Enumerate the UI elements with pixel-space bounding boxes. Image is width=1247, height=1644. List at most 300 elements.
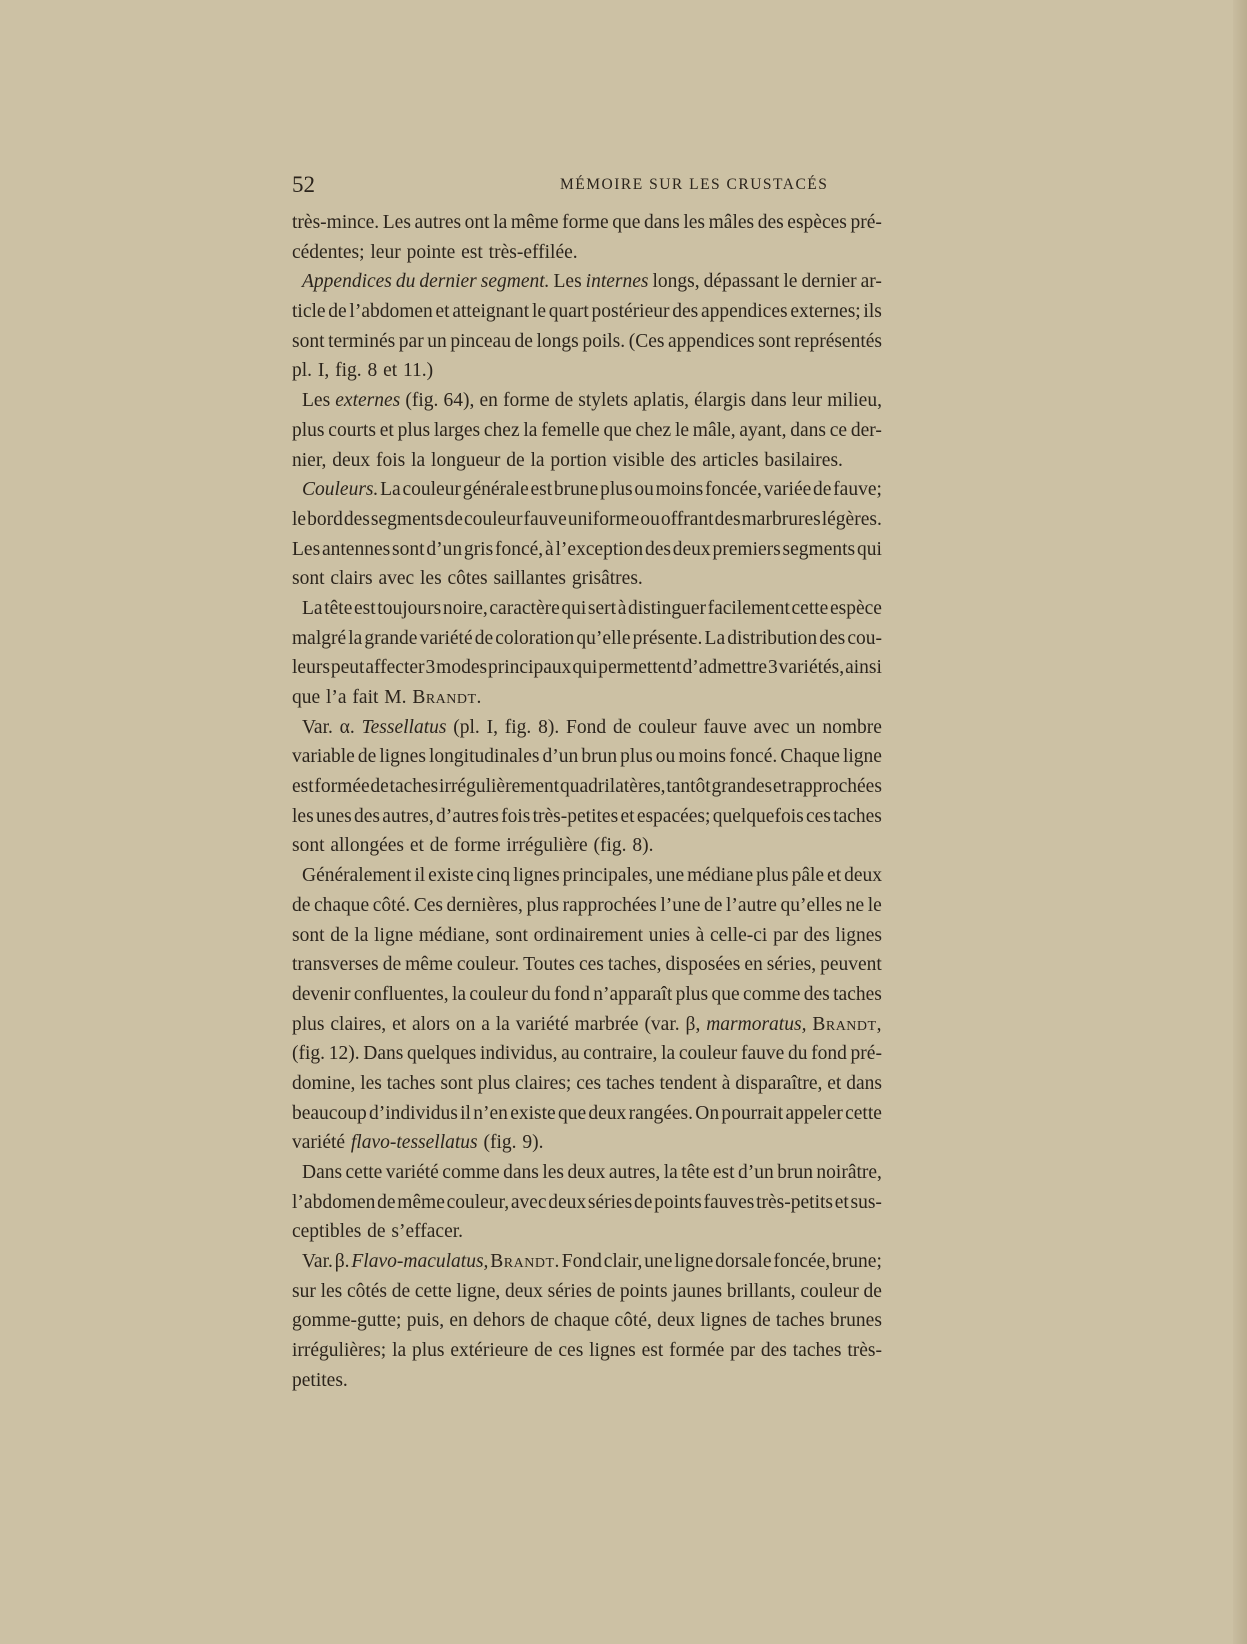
text-line xyxy=(292,861,882,891)
text-line xyxy=(292,1277,882,1307)
text-word: l’autre xyxy=(725,894,777,916)
text-line xyxy=(292,1217,882,1247)
text-line xyxy=(292,1247,882,1277)
text-word: Ces xyxy=(413,894,443,916)
text-word: fond xyxy=(811,1043,847,1065)
text-word: 3 xyxy=(425,657,436,679)
text-word: séries, xyxy=(766,954,817,976)
text-word: leurs xyxy=(292,657,330,679)
text-word: Var. xyxy=(302,716,333,738)
text-word: couleur xyxy=(402,479,461,501)
text-word: marmoratus, xyxy=(706,1013,807,1035)
text-word: dans xyxy=(644,212,680,233)
text-word: la xyxy=(354,924,369,946)
text-word: brun xyxy=(581,746,618,768)
text-word: ou xyxy=(640,508,660,530)
text-word: et xyxy=(827,1072,842,1094)
text-word: Fond xyxy=(566,716,607,738)
text-word: rapprochées xyxy=(562,894,657,916)
text-word: un xyxy=(427,330,447,352)
text-line xyxy=(292,1099,882,1129)
text-word: 3 xyxy=(767,657,778,679)
text-word: ligne xyxy=(374,924,414,946)
text-word: extérieure xyxy=(450,1340,529,1362)
text-word: allongées xyxy=(330,835,404,857)
text-word: toujours xyxy=(377,597,442,619)
text-word: d’admettre xyxy=(682,657,767,679)
text-word: ces xyxy=(578,954,604,976)
text-word: de xyxy=(612,716,632,738)
text-word: du xyxy=(531,983,551,1005)
text-word: (var. xyxy=(644,1013,680,1035)
text-word: de xyxy=(863,1280,882,1302)
text-word: individus, xyxy=(480,1043,558,1065)
text-line xyxy=(292,1128,882,1158)
text-word: sont xyxy=(292,835,325,857)
text-word: la xyxy=(530,449,545,471)
text-word: couleur xyxy=(638,716,697,738)
text-word: très-petites xyxy=(532,805,619,827)
text-word: segment. xyxy=(480,271,550,293)
text-word: de xyxy=(328,301,347,323)
text-word: Généralement xyxy=(302,865,412,887)
text-word: plus xyxy=(397,419,431,441)
text-word: appendices xyxy=(668,330,755,352)
text-word: chaque xyxy=(313,894,370,916)
text-word: ordinairement xyxy=(533,924,644,946)
text-word: noire, xyxy=(442,597,488,619)
text-word: Couleurs. xyxy=(302,479,379,501)
text-word: dehors xyxy=(473,1310,526,1332)
text-word: lignes xyxy=(513,865,560,887)
text-line xyxy=(292,1188,882,1218)
text-word: Brandt. xyxy=(490,1251,560,1273)
text-word: taches xyxy=(605,1072,655,1094)
text-word: 9). xyxy=(522,1132,544,1154)
text-word: Les xyxy=(302,390,331,412)
text-word: (fig. xyxy=(292,1043,326,1065)
text-word: couleur xyxy=(800,1280,859,1302)
text-word: dépassant xyxy=(703,271,780,293)
text-word: qui xyxy=(572,657,598,679)
text-word: bord xyxy=(307,508,343,530)
text-word: de xyxy=(506,449,525,471)
text-word: de xyxy=(752,1310,771,1332)
text-word: claires, xyxy=(330,1013,387,1035)
text-word: tête xyxy=(681,1162,710,1183)
text-word: On xyxy=(695,1102,720,1124)
text-word: de xyxy=(704,894,723,916)
text-word: on xyxy=(455,1013,476,1035)
text-word: est xyxy=(712,1162,735,1183)
text-word: portion xyxy=(550,449,607,471)
text-word: ne xyxy=(845,894,865,916)
text-word: fauve xyxy=(523,508,567,530)
text-word: modes xyxy=(436,657,488,679)
text-word: unies xyxy=(648,924,690,946)
text-word: l’abdomen xyxy=(292,1191,376,1213)
text-word: visible xyxy=(612,449,665,471)
text-word: ce xyxy=(829,419,848,441)
text-word: d’autres xyxy=(435,805,499,827)
text-word: par xyxy=(398,330,424,352)
text-word: en xyxy=(449,1310,468,1332)
text-word: foncé, xyxy=(494,538,544,560)
text-word: lignes xyxy=(700,1310,747,1332)
text-word: fois xyxy=(501,805,531,827)
text-word: atteignant xyxy=(452,301,530,323)
text-word: gris xyxy=(463,538,494,560)
text-word: des xyxy=(672,301,699,323)
text-word: taches xyxy=(833,983,882,1005)
text-line xyxy=(292,1069,882,1099)
text-word: taches xyxy=(775,1310,825,1332)
text-word: internes xyxy=(585,271,649,293)
text-word: La xyxy=(302,597,323,619)
text-word: facilement xyxy=(707,597,790,619)
text-word: les xyxy=(542,1162,565,1183)
text-word: marbrures xyxy=(741,508,821,530)
text-line xyxy=(292,386,882,416)
text-word: même xyxy=(405,954,453,976)
text-word: de xyxy=(633,1191,653,1213)
text-word: d’un xyxy=(738,1162,774,1183)
text-word: ligne, xyxy=(456,1280,501,1302)
text-word: est xyxy=(530,479,553,501)
text-line xyxy=(292,297,882,327)
text-line xyxy=(292,1039,882,1069)
text-word: de xyxy=(370,776,389,798)
text-line xyxy=(292,356,882,386)
text-word: I, xyxy=(486,716,498,738)
text-word: peuvent xyxy=(820,954,882,976)
text-word: I, xyxy=(317,360,330,382)
text-word: de xyxy=(596,1280,616,1302)
text-word: mâles xyxy=(708,212,755,233)
text-word: une xyxy=(656,865,685,887)
text-word: beaucoup xyxy=(292,1102,367,1124)
text-word: plus xyxy=(526,894,559,916)
text-word: ou xyxy=(655,746,676,768)
text-word: de xyxy=(534,1340,553,1362)
text-word: clairs xyxy=(330,568,373,590)
text-word: le xyxy=(783,271,798,293)
text-word: unes xyxy=(315,805,352,827)
text-line xyxy=(292,742,882,772)
text-word: appendices xyxy=(700,301,788,323)
text-word: couleur, xyxy=(446,1191,510,1213)
text-word: des xyxy=(644,538,671,560)
text-word: est xyxy=(641,1340,664,1362)
text-word: permettent xyxy=(598,657,682,679)
text-word: d’un xyxy=(542,746,579,768)
text-word: uniforme xyxy=(567,508,640,530)
text-word: pourrait xyxy=(721,1102,784,1124)
text-word: des xyxy=(819,627,846,649)
text-word: très-mince. xyxy=(292,212,380,233)
text-word: autres, xyxy=(608,1162,661,1183)
text-word: les xyxy=(683,212,706,233)
text-word: que xyxy=(603,419,632,441)
text-word: des xyxy=(757,212,784,233)
text-word: côté. xyxy=(372,894,411,916)
text-word: forme xyxy=(454,835,501,857)
text-word: des xyxy=(670,449,697,471)
text-word: à xyxy=(695,924,705,946)
text-word: a xyxy=(481,1013,490,1035)
text-line xyxy=(292,208,882,238)
text-word: distinguer xyxy=(627,597,706,619)
text-word: que xyxy=(292,687,321,708)
text-word: tantôt xyxy=(666,776,711,798)
text-word: plus xyxy=(292,1013,325,1035)
text-word: ont xyxy=(464,212,490,233)
text-word: il xyxy=(460,1102,471,1124)
text-word: femelle xyxy=(541,419,600,441)
text-word: (fig. xyxy=(483,1132,517,1154)
text-word: ar- xyxy=(860,271,882,293)
text-word: segments xyxy=(782,538,856,560)
text-word: un xyxy=(796,716,816,738)
text-word: basilaires. xyxy=(764,449,843,471)
text-word: aplatis, xyxy=(633,390,690,412)
text-word: courts xyxy=(328,419,376,441)
text-word: fig. xyxy=(335,360,362,382)
text-word: gomme-gutte; xyxy=(292,1310,402,1332)
text-word: grandes xyxy=(711,776,773,798)
text-word: de xyxy=(330,924,349,946)
text-word: distribution xyxy=(727,627,818,649)
text-line xyxy=(292,535,882,565)
text-word: séries xyxy=(587,1191,633,1213)
text-line xyxy=(292,564,882,594)
text-word: variable xyxy=(292,746,355,768)
text-word: plus xyxy=(675,983,709,1005)
text-word: tête xyxy=(324,597,353,619)
text-line xyxy=(292,238,882,268)
text-word: couleur. xyxy=(456,954,520,976)
text-word: marbrée xyxy=(574,1013,639,1035)
text-word: pré- xyxy=(850,212,882,233)
page-header xyxy=(292,172,880,202)
text-word: élargis xyxy=(694,390,746,412)
text-word: le xyxy=(292,508,307,530)
text-line xyxy=(292,267,882,297)
text-word: flavo-tessellatus xyxy=(350,1132,478,1154)
text-word: Var. xyxy=(302,1251,333,1273)
text-word: petites. xyxy=(292,1369,348,1391)
text-word: Toutes xyxy=(523,954,575,976)
text-word: saillantes xyxy=(493,568,567,590)
text-word: appeler xyxy=(785,1102,843,1124)
text-word: 8). xyxy=(538,716,560,738)
text-word: M. xyxy=(384,687,407,708)
text-word: pointe xyxy=(406,241,456,263)
text-word: grande xyxy=(364,627,418,649)
text-word: peut xyxy=(330,657,365,679)
text-word: contraire, xyxy=(583,1043,658,1065)
text-word: fond xyxy=(554,983,590,1005)
text-word: poils. xyxy=(582,330,626,352)
text-word: fois xyxy=(376,449,406,471)
text-word: ou xyxy=(634,479,654,501)
text-word: tendent xyxy=(659,1072,717,1094)
text-word: s’effacer. xyxy=(391,1221,464,1243)
text-word: brun xyxy=(777,1162,813,1183)
text-word: externes xyxy=(335,390,401,412)
text-line xyxy=(292,624,882,654)
text-word: plus xyxy=(292,419,325,441)
text-word: qui xyxy=(561,597,587,619)
text-word: et xyxy=(392,1013,407,1035)
text-word: 64), xyxy=(443,390,475,412)
text-line xyxy=(292,891,882,921)
text-word: avec xyxy=(510,1191,547,1213)
text-word: La xyxy=(380,479,401,501)
text-word: deux xyxy=(567,1162,606,1183)
text-word: cette xyxy=(791,597,829,619)
text-word: très- xyxy=(847,1340,882,1362)
text-word: caractère xyxy=(489,597,560,619)
text-word: l’une xyxy=(660,894,701,916)
text-word: segments xyxy=(370,508,444,530)
text-word: fauves xyxy=(703,1191,755,1213)
text-word: Brandt. xyxy=(412,687,482,708)
text-word: Les xyxy=(382,212,411,233)
text-word: en xyxy=(744,954,763,976)
text-word: et xyxy=(620,805,635,827)
text-word: deux xyxy=(657,1310,696,1332)
text-word: et xyxy=(435,301,450,323)
text-word: deux xyxy=(332,449,371,471)
text-word: du xyxy=(395,271,416,293)
text-word: plus xyxy=(477,1072,511,1094)
text-word: points xyxy=(619,1280,668,1302)
text-word: disposées xyxy=(665,954,741,976)
text-word: le xyxy=(531,301,547,323)
text-word: espèce xyxy=(829,597,882,619)
text-word: formée xyxy=(669,1340,725,1362)
text-word: ceptibles xyxy=(292,1221,362,1243)
text-word: avec xyxy=(753,716,790,738)
text-word: ticle xyxy=(292,301,326,323)
text-line xyxy=(292,1366,882,1396)
text-word: des xyxy=(343,508,370,530)
text-word: au xyxy=(561,1043,580,1065)
text-word: variée xyxy=(763,479,812,501)
text-word: par xyxy=(773,924,798,946)
text-word: irrégulièrement xyxy=(439,776,560,798)
text-word: cédentes; xyxy=(292,241,365,263)
running-title: MÉMOIRE SUR LES CRUSTACÉS xyxy=(560,176,829,193)
text-word: cette xyxy=(414,1280,452,1302)
text-word: de xyxy=(391,1280,411,1302)
text-word: les xyxy=(360,1072,382,1094)
text-word: taches xyxy=(833,805,882,827)
text-word: qui xyxy=(856,538,882,560)
text-word: forme xyxy=(503,390,550,412)
text-word: ainsi xyxy=(845,657,882,679)
text-word: présente. xyxy=(632,627,703,649)
text-word: articles xyxy=(702,449,759,471)
text-word: chez xyxy=(483,419,520,441)
text-word: la xyxy=(411,449,426,471)
text-word: β, xyxy=(685,1013,701,1035)
text-word: des xyxy=(803,983,830,1005)
text-word: sont xyxy=(292,924,325,946)
text-word: d’un xyxy=(426,538,463,560)
text-word: médiane, xyxy=(418,924,490,946)
text-word: les xyxy=(320,1280,343,1302)
text-word: irrégulières; xyxy=(292,1340,387,1362)
text-word: à xyxy=(617,597,627,619)
text-word: plus xyxy=(620,746,653,768)
text-word: grisâtres. xyxy=(571,568,643,590)
text-line xyxy=(292,980,882,1010)
text-word: ces xyxy=(558,1340,584,1362)
text-word: domine, xyxy=(292,1072,356,1094)
text-line xyxy=(292,1010,882,1040)
text-word: taches, xyxy=(607,954,662,976)
text-word: des xyxy=(760,1340,787,1362)
text-word: clair, xyxy=(603,1251,643,1273)
text-word: dans xyxy=(750,390,787,412)
text-word: nombre xyxy=(822,716,882,738)
text-word: ces xyxy=(576,1072,602,1094)
text-word: nier, xyxy=(292,449,327,471)
text-word: quelques xyxy=(407,1043,477,1065)
text-word: à xyxy=(721,1072,731,1094)
text-word: d’individus xyxy=(369,1102,458,1124)
text-word: les xyxy=(292,805,314,827)
text-word: deux xyxy=(548,1191,587,1213)
text-word: n’apparaît xyxy=(593,983,673,1005)
text-word: fait xyxy=(352,687,379,708)
text-word: deux xyxy=(505,1280,543,1302)
text-word: fauve xyxy=(740,1043,785,1065)
text-word: séries xyxy=(547,1280,593,1302)
text-word: sont xyxy=(440,1072,473,1094)
text-word: générale xyxy=(462,479,529,501)
text-word: à xyxy=(544,538,554,560)
text-word: sus- xyxy=(850,1191,882,1213)
text-word: malgré xyxy=(292,627,347,649)
text-line xyxy=(292,772,882,802)
text-word: quelquefois xyxy=(712,805,804,827)
text-word: (fig. xyxy=(405,390,439,412)
text-word: même xyxy=(510,212,559,233)
text-word: de xyxy=(514,330,533,352)
text-word: brunes xyxy=(829,1310,882,1332)
text-word: chez xyxy=(635,419,672,441)
text-word: l’a xyxy=(326,687,347,708)
text-line xyxy=(292,802,882,832)
text-word: une xyxy=(644,1251,673,1273)
text-word: côtes xyxy=(447,568,488,590)
text-word: Appendices xyxy=(302,271,392,293)
text-word: dernières, xyxy=(446,894,523,916)
text-word: comme xyxy=(743,983,801,1005)
text-word: de xyxy=(530,1310,549,1332)
text-word: α. xyxy=(339,716,355,738)
text-word: que xyxy=(711,983,740,1005)
text-word: la xyxy=(392,1340,407,1362)
text-word: (Ces xyxy=(628,330,665,352)
text-word: deux xyxy=(588,1102,627,1124)
text-word: foncée, xyxy=(705,479,762,501)
text-word: Dans xyxy=(363,1043,404,1065)
text-word: cette xyxy=(345,1162,383,1183)
